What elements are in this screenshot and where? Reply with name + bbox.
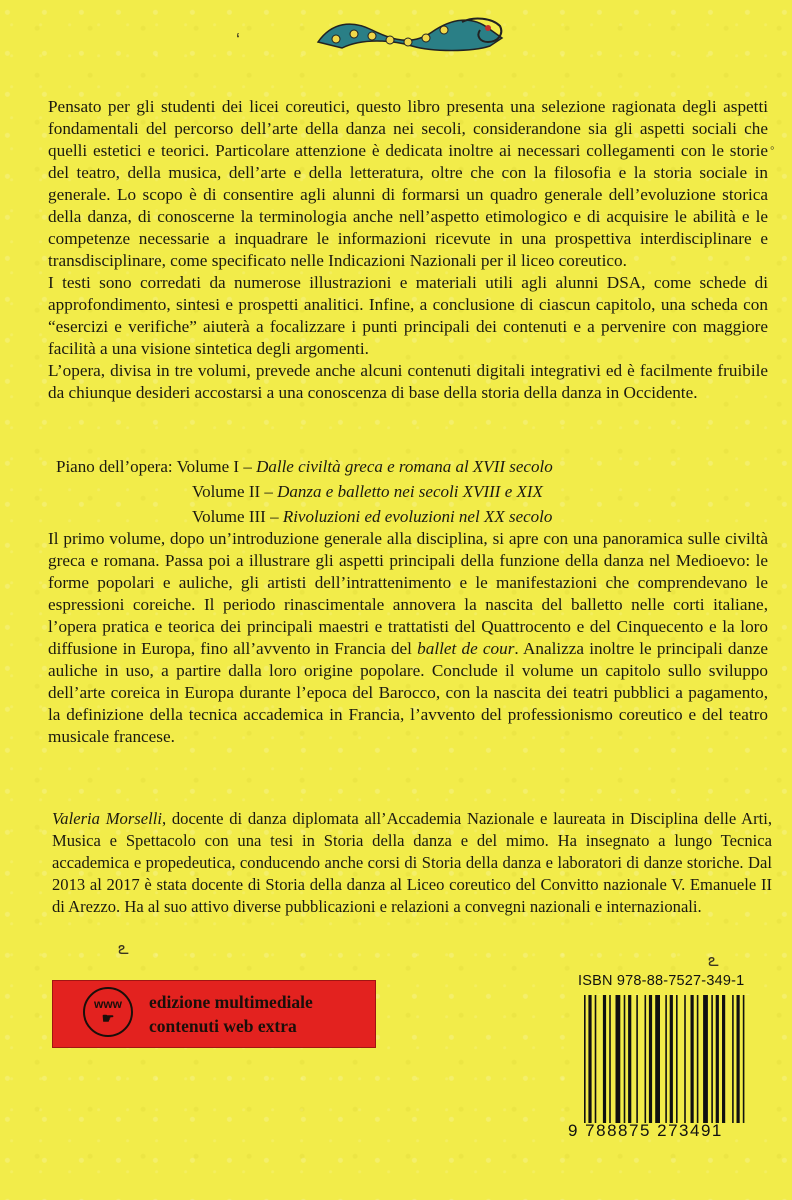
volume-title: Danza e balletto nei secoli XVIII e XIX	[277, 482, 543, 501]
banner-line-1: edizione multimediale	[149, 992, 313, 1012]
speck-mark: ఽ	[118, 938, 129, 958]
volume-dash: –	[265, 507, 283, 526]
plan-row-volume-3	[56, 504, 776, 529]
barcode-bar	[711, 995, 713, 1123]
barcode-bar	[595, 995, 597, 1123]
barcode-bar	[684, 995, 686, 1123]
plan-of-work	[56, 454, 776, 529]
plan-row-volume-2	[56, 479, 776, 504]
speck-mark: ◦	[770, 140, 775, 155]
barcode-bar	[616, 995, 621, 1123]
author-paragraph	[52, 808, 772, 918]
isbn-barcode-area	[568, 973, 768, 1148]
decorative-ornament-icon	[312, 12, 508, 58]
barcode-bar	[645, 995, 647, 1123]
barcode-bar	[732, 995, 734, 1123]
volume-1-italic-term: ballet de cour	[417, 639, 515, 658]
barcode-bar	[703, 995, 708, 1123]
volume-dash: –	[260, 482, 278, 501]
barcode-icon	[582, 995, 768, 1123]
volume-dash: –	[239, 457, 257, 476]
author-bio-text: , docente di danza diplomata all’Accademia Nazionale e laureata in Disciplina delle Arti, Musica e Spettacolo con una tesi in Storia della danza e del mimo. Ha insegnato a lungo Tecnica accademica e propedeutica, conducendo anche corsi di Storia della danza e laboratori di danze storiche. Dal 2013 al 2017 è stata docente di Storia della danza al Liceo coreutico del Convitto nazionale V. Emanuele II di Arezzo. Ha al suo attivo diverse pubblicazioni e relazioni a convegni nazionali e internazionali.	[52, 809, 773, 916]
barcode-bar	[676, 995, 678, 1123]
barcode-bar	[636, 995, 638, 1123]
volume-number: Volume III	[192, 507, 266, 526]
volume-title: Rivoluzioni ed evoluzioni nel XX secolo	[282, 507, 553, 526]
speck-mark: ఽ	[708, 950, 719, 970]
pointing-hand-icon: ☛	[101, 1010, 115, 1026]
isbn-label: ISBN 978-88-7527-349-1	[578, 973, 745, 989]
volume-1-text-end: . Analizza inoltre le principali danze auliche in uso, a partire dalla loro origine popolare. Conclude il volume un capitolo sullo sviluppo dell’arte coreica in Europa durante l’epoca del Barocco, con la nascita dei teatri pubblici a pagamento, la definizione della tecnica accademica in Francia, l’avvento del professionismo coreutico e del teatro musicale francese.	[48, 639, 769, 746]
barcode-bar	[691, 995, 694, 1123]
barcode-bar	[737, 995, 740, 1123]
plan-label: Piano dell’opera:	[56, 457, 173, 476]
volume-1-paragraph	[48, 528, 768, 748]
volume-number: Volume II	[192, 482, 261, 501]
barcode-bar	[603, 995, 606, 1123]
intro-paragraph-2: I testi sono corredati da numerose illustrazioni e materiali utili agli alunni DSA, come schede di approfondimento, sintesi e prospetti analitici. Infine, a conclusione di ciascun capitolo, una scheda con “esercizi e verifiche” aiuterà a focalizzare i punti principali dei contenuti e a pervenire con maggiore facilità a una visione sintetica degli argomenti.	[48, 273, 768, 358]
volume-1-text: Il primo volume, dopo un’introduzione generale alla disciplina, si apre con una panoramica sulle civiltà greca e romana. Passa poi a illustrare gli aspetti principali della funzione della danza nel Medioevo: le forme popolari e auliche, gli artisti dell’intrattenimento e le manifestazioni che comprendevano le espressioni coreiche. Il periodo rinascimentale annovera la nascita del balletto nelle corti italiane, l’opera pratica e teorica dei principali maestri e trattatisti del Quattrocento e del Cinquecento e la loro diffusione in Europa, fino all’avvento in Francia del	[48, 529, 768, 658]
barcode-bar	[655, 995, 660, 1123]
speck-mark: ‘	[236, 30, 240, 50]
author-name: Valeria Morselli	[52, 809, 162, 828]
author-bio	[52, 808, 772, 918]
barcode-bar	[670, 995, 673, 1123]
www-label: www	[93, 997, 122, 1011]
barcode-digits: 9 788875 273491	[568, 1121, 723, 1140]
www-badge	[83, 987, 133, 1037]
barcode-bar	[697, 995, 699, 1123]
intro-text	[48, 96, 768, 404]
barcode-bar	[716, 995, 719, 1123]
barcode-bar	[588, 995, 591, 1123]
multimedia-banner	[52, 980, 376, 1048]
barcode-bar	[649, 995, 652, 1123]
volume-number: Volume I	[176, 457, 240, 476]
intro-paragraph-1: Pensato per gli studenti dei licei coreutici, questo libro presenta una selezione ragionata degli aspetti fondamentali del percorso dell’arte della danza nei secoli, considerandone sia gli aspetti sociali che quelli estetici e teorici. Particolare attenzione è dedicata inoltre ai necessari collegamenti con le storie del teatro, della musica, dell’arte e della letteratura, oltre che con la filosofia e la storia sociale in generale. Lo scopo è di consentire agli alunni di formarsi un quadro generale dell’evoluzione storica della danza, di conoscerne la terminologia anche nell’aspetto etimologico e di acquisire le abilità e le competenze necessarie a inquadrare le informazioni ricevute in una prospettiva interdisciplinare e transdisciplinare, come specificato nelle Indicazioni Nazionali per il liceo coreutico.	[48, 97, 768, 270]
barcode-bar	[665, 995, 667, 1123]
intro-paragraph-3: L’opera, divisa in tre volumi, prevede anche alcuni contenuti digitali integrativi ed è facilmente fruibile da chiunque desideri accostarsi a una conoscenza di base della storia della danza in Occidente.	[48, 361, 768, 402]
banner-text	[149, 990, 375, 1038]
barcode-bar	[609, 995, 611, 1123]
barcode-bar	[624, 995, 626, 1123]
barcode-bar	[584, 995, 586, 1123]
volume-title: Dalle civiltà greca e romana al XVII secolo	[256, 457, 553, 476]
barcode-bar	[743, 995, 745, 1123]
barcode-bar	[628, 995, 631, 1123]
banner-line-2: contenuti web extra	[149, 1016, 297, 1036]
barcode-bar	[722, 995, 725, 1123]
plan-row-volume-1	[56, 454, 776, 479]
volume-1-description	[48, 528, 768, 748]
